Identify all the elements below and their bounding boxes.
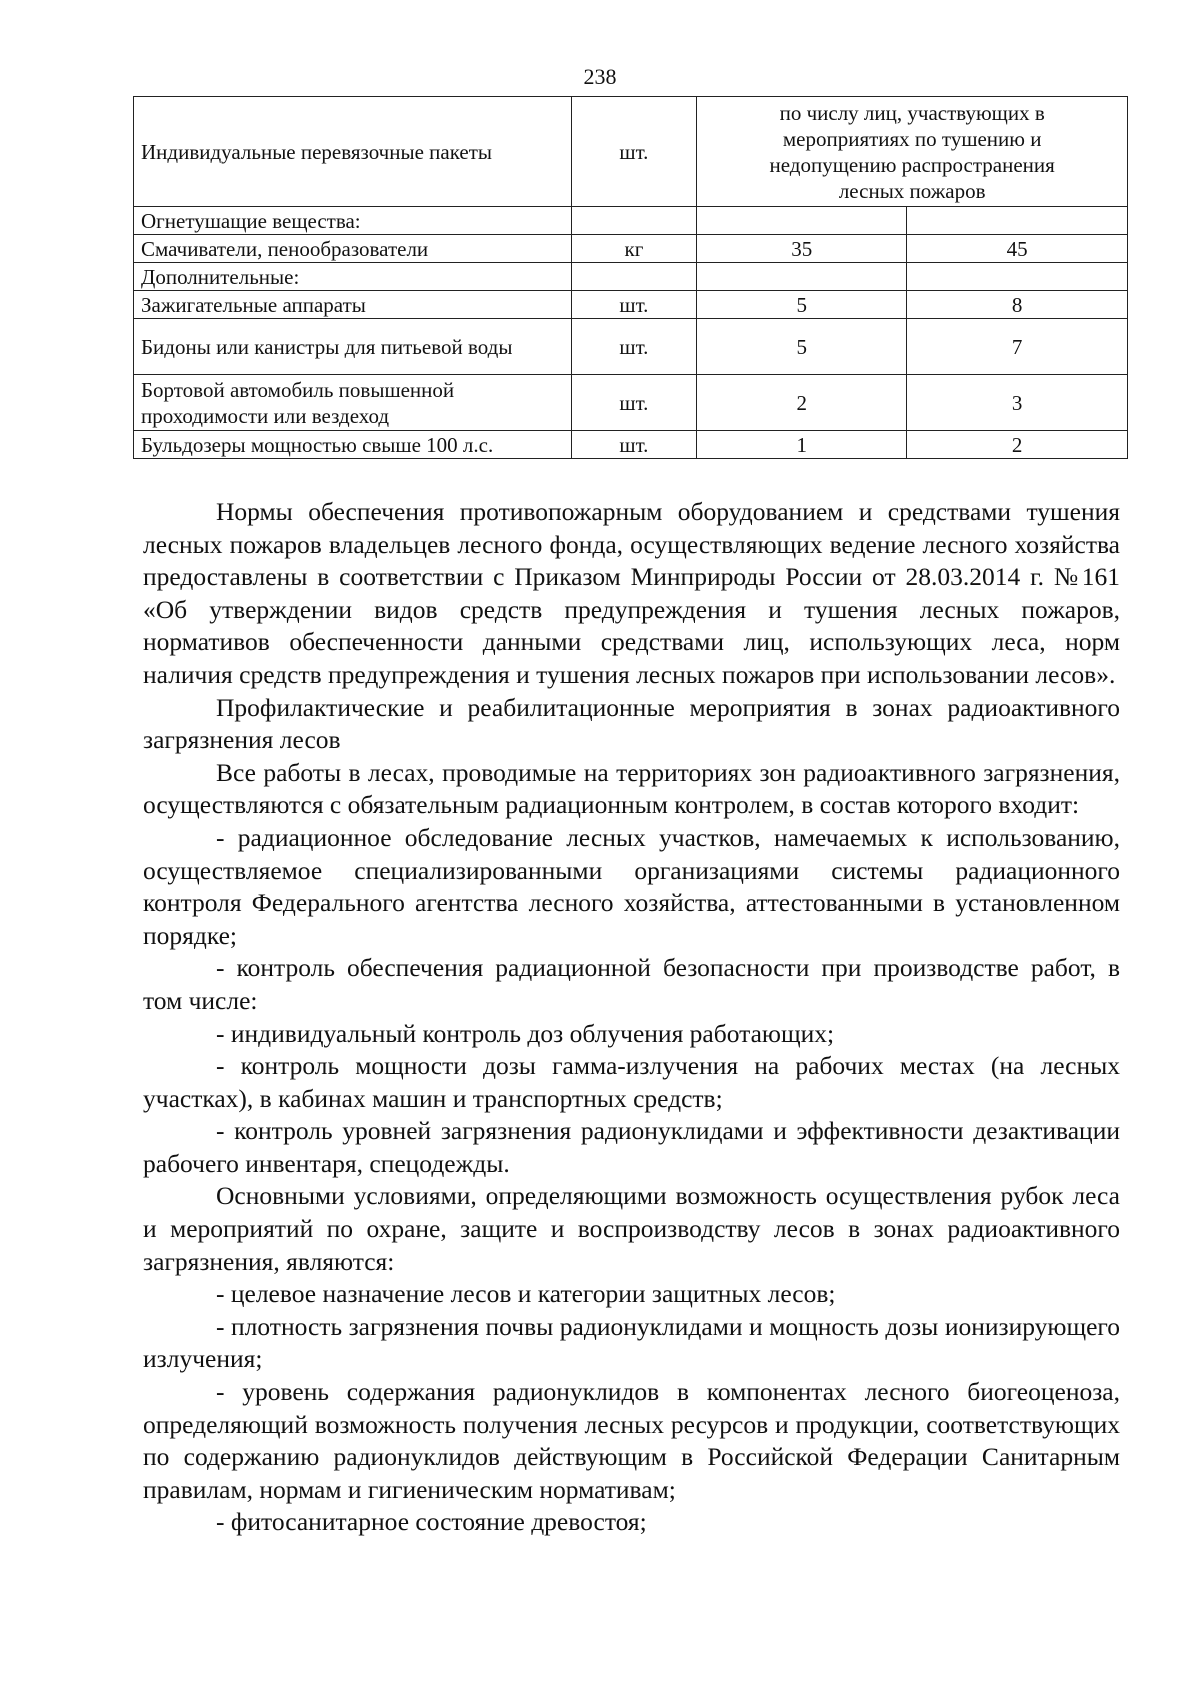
table-cell-value: 45 — [907, 235, 1128, 263]
list-item: - индивидуальный контроль доз облучения работающих; — [216, 1018, 835, 1048]
table-cell-value: 3 — [907, 375, 1128, 431]
table-cell-value: 5 — [697, 291, 907, 319]
section-heading: Профилактические и реабилитационные мероприятия в зонах радиоактивного загрязнения лесов — [143, 692, 1120, 755]
table-cell-name: Зажигательные аппараты — [134, 291, 572, 319]
table-cell-value: 8 — [907, 291, 1128, 319]
table-cell-name: Бортовой автомобиль повышенной проходимости или вездеход — [134, 375, 572, 431]
table-cell-value: 2 — [907, 431, 1128, 459]
table-cell-unit: шт. — [571, 375, 697, 431]
table-row — [134, 431, 1128, 459]
table-cell-value: 7 — [907, 319, 1128, 375]
table-row — [134, 235, 1128, 263]
table-row — [134, 319, 1128, 375]
table-cell-name: Огнетушащие вещества: — [134, 207, 572, 235]
table-cell-value — [907, 263, 1128, 291]
list-item: - контроль уровней загрязнения радионуклидами и эффективности дезактивации рабочего инвентаря, спецодежды. — [143, 1116, 1120, 1178]
table-cell-value: 35 — [697, 235, 907, 263]
table-cell-value: 1 — [697, 431, 907, 459]
table-row — [134, 375, 1128, 431]
paragraph: Основными условиями, определяющими возможность осуществления рубок леса и мероприятий по охране, защите и воспроизводству лесов в зонах радиоактивного загрязнения, являются: — [143, 1181, 1120, 1276]
page-number: 238 — [583, 64, 617, 89]
table-cell-name: Индивидуальные перевязочные пакеты — [134, 97, 572, 207]
table-row — [134, 291, 1128, 319]
table-cell-value: 2 — [697, 375, 907, 431]
table-row — [134, 263, 1128, 291]
body-text — [143, 496, 1120, 1539]
table-cell-value — [697, 207, 907, 235]
list-item: - целевое назначение лесов и категории защитных лесов; — [216, 1279, 836, 1309]
table-cell-value — [697, 263, 907, 291]
table-cell-value — [907, 207, 1128, 235]
paragraph: Нормы обеспечения противопожарным оборудованием и средствами тушения лесных пожаров владельцев лесного фонда, осуществляющих ведение лесного хозяйства предоставлены в соответствии с Приказом Минприроды России от 28.03.2014 г. №161 «Об утверждении видов средств предупреждения и тушения лесных пожаров, нормативов обеспеченности данными средствами лиц, использующих леса, норм наличия средств предупреждения и тушения лесных пожаров при использовании лесов». — [143, 497, 1120, 689]
table-cell-name: Смачиватели, пенообразователи — [134, 235, 572, 263]
table-cell-unit: шт. — [571, 97, 697, 207]
table-row — [134, 207, 1128, 235]
list-item: - радиационное обследование лесных участков, намечаемых к использованию, осуществляемое специализированными организациями системы радиационного контроля Федерального агентства лесного хозяйства, аттестованными в установленном порядке; — [143, 822, 1120, 950]
table-cell-unit — [571, 207, 697, 235]
table-cell-name: Дополнительные: — [134, 263, 572, 291]
table-cell-unit: шт. — [571, 319, 697, 375]
table-cell-name: Бидоны или канистры для питьевой воды — [134, 319, 572, 375]
list-item: - фитосанитарное состояние древостоя; — [216, 1507, 647, 1537]
table-cell-unit: кг — [571, 235, 697, 263]
list-item: - контроль обеспечения радиационной безопасности при производстве работ, в том числе: — [143, 953, 1120, 1015]
list-item: - контроль мощности дозы гамма-излучения на рабочих местах (на лесных участках), в кабинах машин и транспортных средств; — [143, 1051, 1120, 1113]
table-cell-unit — [571, 263, 697, 291]
table-cell-note: по числу лиц, участвующих в мероприятиях по тушению и недопущению распространения лесных пожаров — [697, 97, 1128, 207]
table-cell-unit: шт. — [571, 431, 697, 459]
table-cell-value: 5 — [697, 319, 907, 375]
list-item: - плотность загрязнения почвы радионуклидами и мощность дозы ионизирующего излучения; — [143, 1311, 1120, 1374]
table-cell-name: Бульдозеры мощностью свыше 100 л.с. — [134, 431, 572, 459]
table-row — [134, 97, 1128, 207]
equipment-table — [133, 96, 1128, 459]
list-item: - уровень содержания радионуклидов в компонентах лесного биогеоценоза, определяющий возможность получения лесных ресурсов и продукции, соответствующих по содержанию радионуклидов действующим в Российской Федерации Санитарным правилам, нормам и гигиеническим нормативам; — [143, 1377, 1120, 1504]
paragraph: Все работы в лесах, проводимые на территориях зон радиоактивного загрязнения, осуществляются с обязательным радиационным контролем, в состав которого входит: — [143, 757, 1120, 820]
table-cell-unit: шт. — [571, 291, 697, 319]
